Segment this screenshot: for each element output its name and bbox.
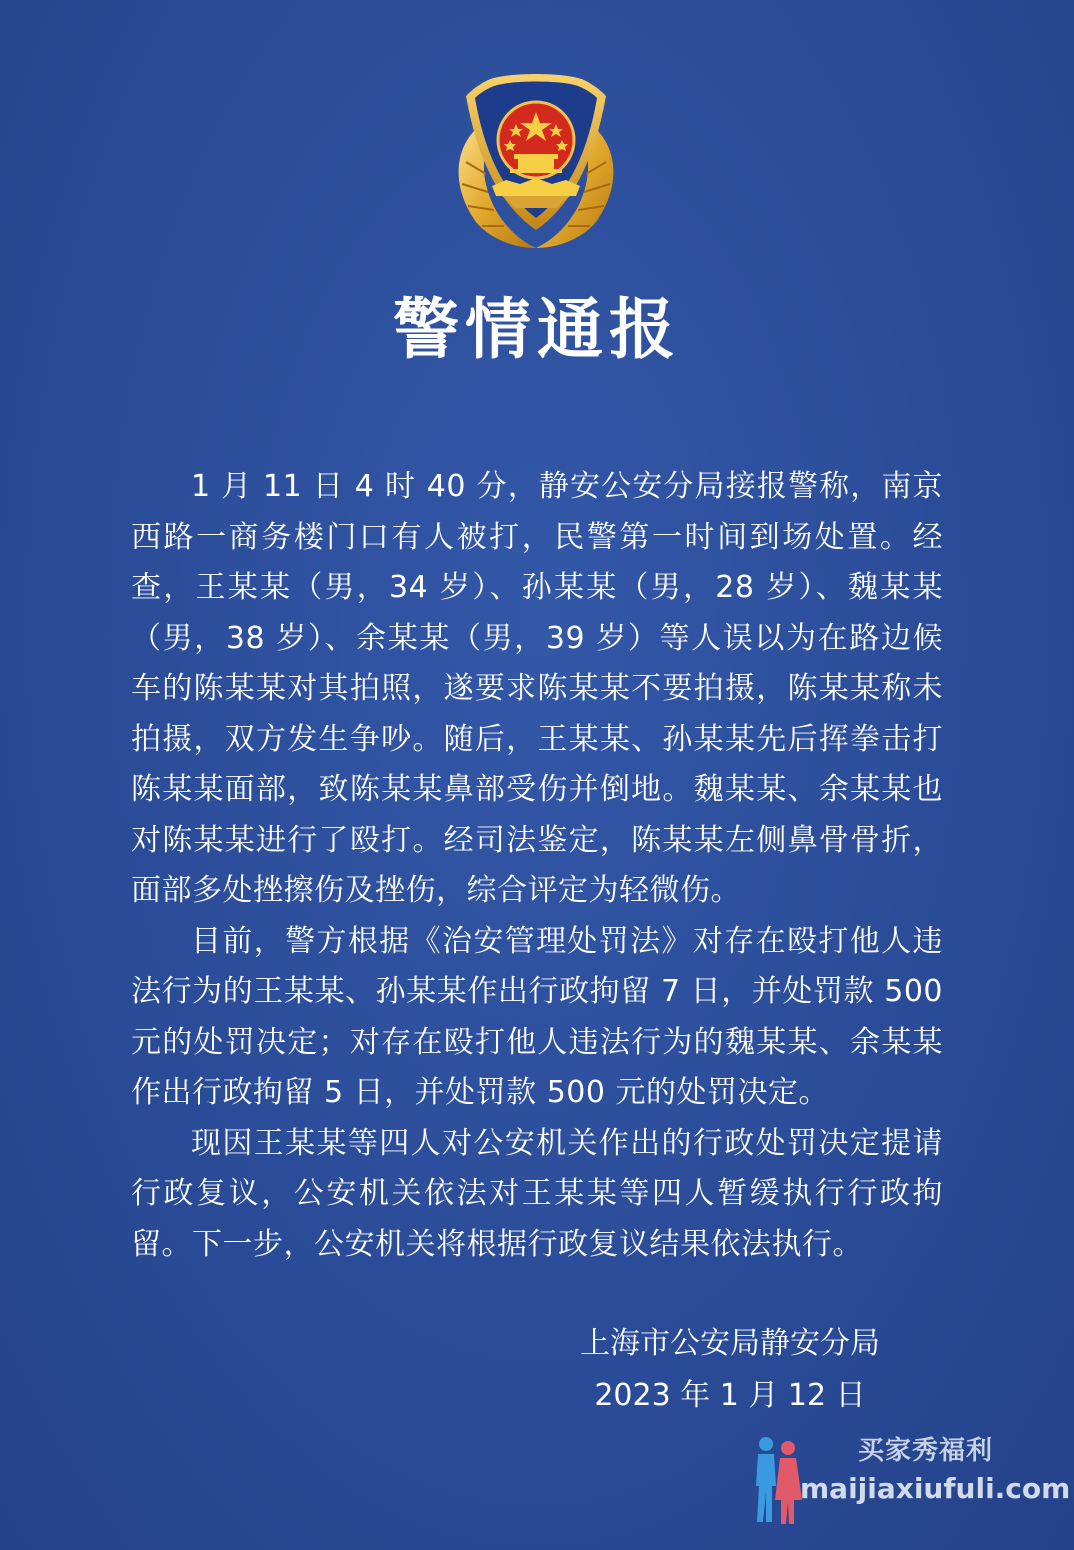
police-emblem-icon — [436, 62, 636, 252]
watermark — [750, 1430, 1071, 1530]
watermark-domain: maijiaxiufuli.com — [800, 1472, 1071, 1505]
signature-date: 2023 年 1 月 12 日 — [594, 1378, 866, 1413]
paragraph-penalty: 目前，警方根据《治安管理处罚法》对存在殴打他人违法行为的王某某、孙某某作出行政拘留 7 日，并处罚款 500 元的处罚决定；对存在殴打他人违法行为的魏某某、余某某作出行政拘留 5 日，并处罚款 500 元的处罚决定。 — [131, 923, 943, 1110]
paragraph-incident: 1 月 11 日 4 时 40 分，静安公安分局接报警称，南京西路一商务楼门口有人被打，民警第一时间到场处置。经查，王某某（男，34 岁）、孙某某（男，28 岁）、魏某某（男，38 岁）、余某某（男，39 岁）等人误以为在路边候车的陈某某对其拍照，遂要求陈某某不要拍摄，陈某某称未拍摄，双方发生争吵。随后，王某某、孙某某先后挥拳击打陈某某面部，致陈某某鼻部受伤并倒地。魏某某、余某某也对陈某某进行了殴打。经司法鉴定，陈某某左侧鼻骨骨折，面部多处挫擦伤及挫伤，综合评定为轻微伤。 — [131, 469, 943, 908]
couple-silhouette-icon — [750, 1434, 806, 1526]
watermark-name: 买家秀福利 — [858, 1436, 994, 1466]
notice-title: 警情通报 — [393, 291, 681, 368]
notice-body — [131, 462, 943, 1270]
paragraph-review: 现因王某某等四人对公安机关作出的行政处罚决定提请行政复议，公安机关依法对王某某等四人暂缓执行行政拘留。下一步，公安机关将根据行政复议结果依法执行。 — [131, 1125, 943, 1262]
signature-organization: 上海市公安局静安分局 — [580, 1326, 880, 1361]
